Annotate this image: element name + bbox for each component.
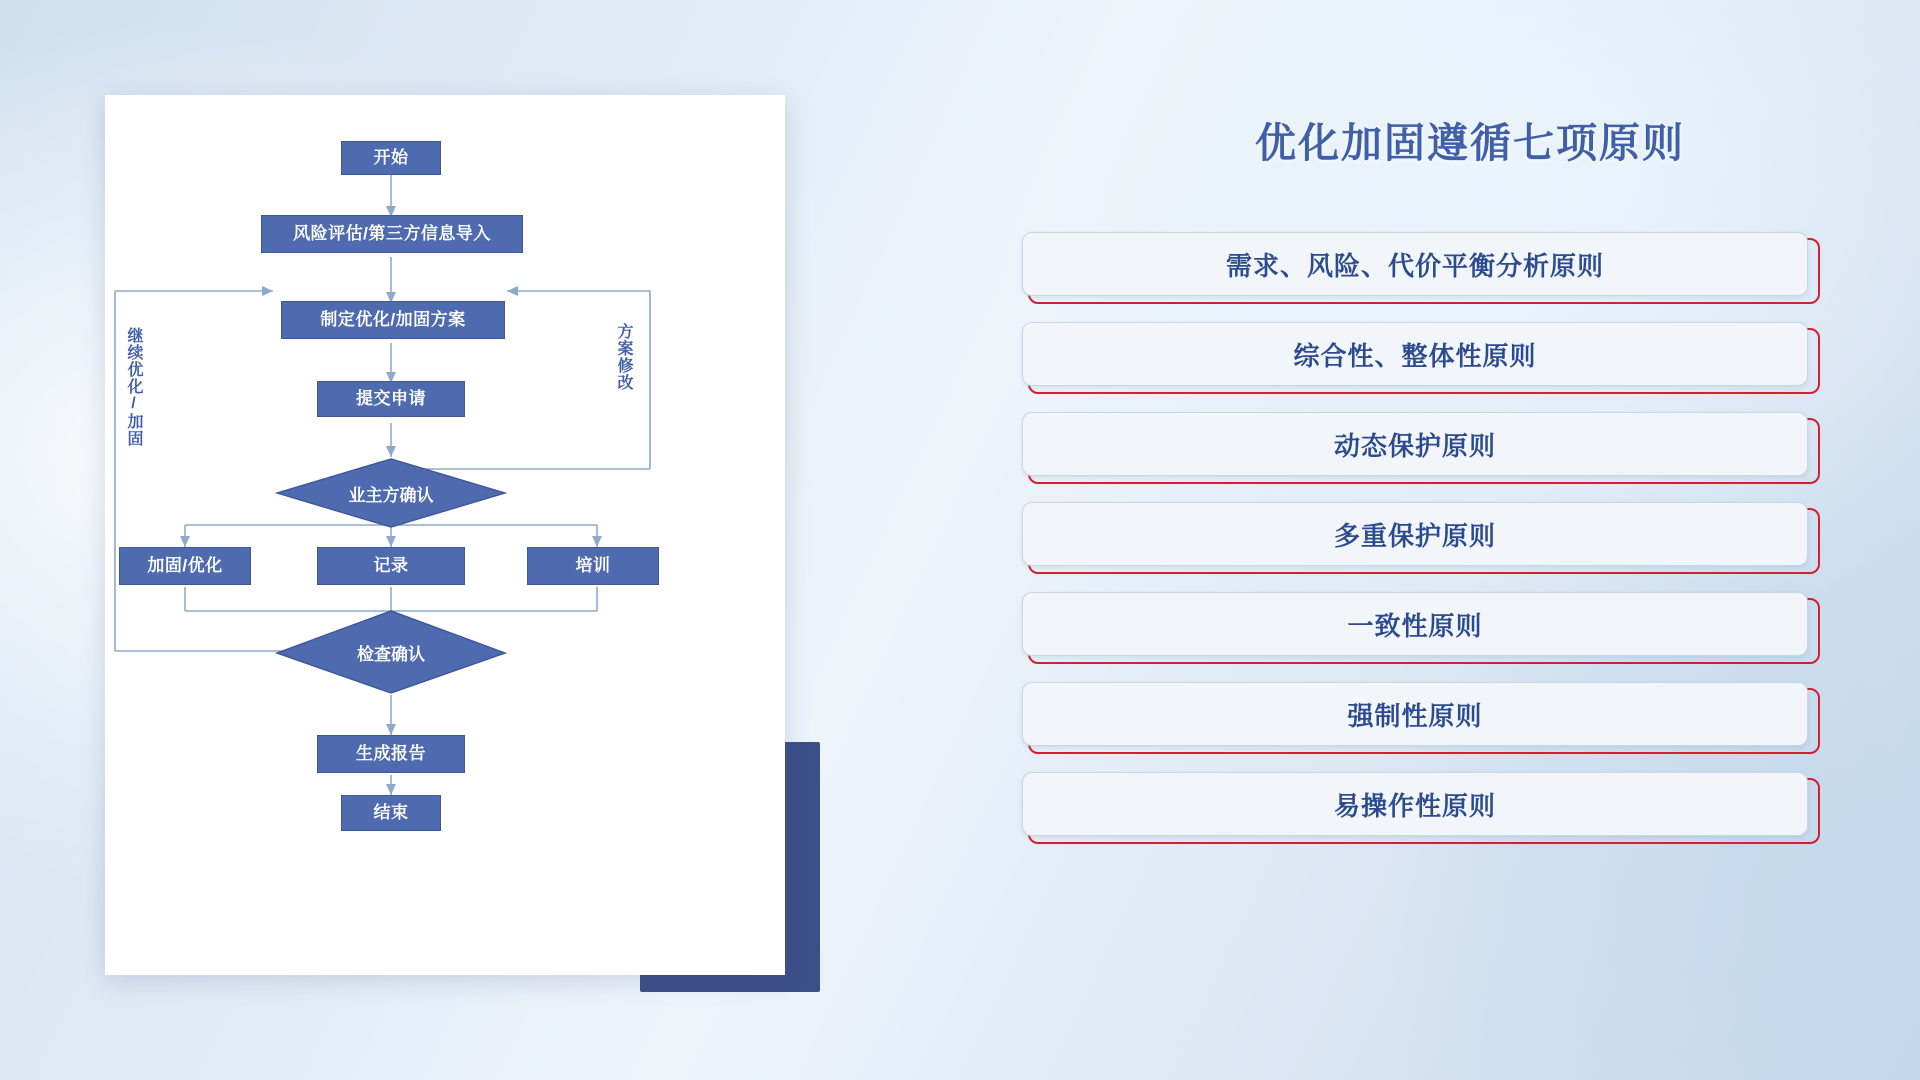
flow-node-check-confirm[interactable] — [275, 609, 507, 695]
flow-node-label: 培训 — [575, 556, 611, 576]
list-item[interactable] — [1022, 322, 1822, 390]
flow-node-submit[interactable] — [317, 381, 465, 417]
list-item[interactable] — [1022, 592, 1822, 660]
item-label: 综合性、整体性原则 — [1022, 322, 1808, 386]
list-item[interactable] — [1022, 682, 1822, 750]
flow-node-start[interactable] — [341, 141, 441, 175]
flow-node-risk-assessment[interactable] — [261, 215, 523, 253]
diamond-shape — [275, 609, 507, 695]
flow-node-reinforce[interactable] — [119, 547, 251, 585]
flow-node-end[interactable] — [341, 795, 441, 831]
flow-node-label: 制定优化/加固方案 — [320, 310, 466, 330]
flow-node-training[interactable] — [527, 547, 659, 585]
edge-label-plan-revision: 方案修改 — [615, 323, 632, 391]
flow-node-label: 提交申请 — [356, 389, 426, 409]
flowchart — [105, 95, 785, 975]
item-label: 多重保护原则 — [1022, 502, 1808, 566]
list-item[interactable] — [1022, 412, 1822, 480]
diamond-shape — [275, 457, 507, 529]
flow-node-plan[interactable] — [281, 301, 505, 339]
flowchart-card — [105, 95, 785, 975]
flow-node-label: 记录 — [373, 556, 409, 576]
item-label: 易操作性原则 — [1022, 772, 1808, 836]
item-label: 强制性原则 — [1022, 682, 1808, 746]
flow-node-report[interactable] — [317, 735, 465, 773]
flow-node-label: 业主方确认 — [348, 485, 434, 505]
list-item[interactable] — [1022, 502, 1822, 570]
item-label: 需求、风险、代价平衡分析原则 — [1022, 232, 1808, 296]
flow-node-label: 开始 — [373, 148, 409, 168]
flow-node-label: 风险评估/第三方信息导入 — [293, 224, 491, 244]
item-label: 一致性原则 — [1022, 592, 1808, 656]
flow-node-label: 结束 — [373, 803, 409, 823]
item-label: 动态保护原则 — [1022, 412, 1808, 476]
list-item[interactable] — [1022, 772, 1822, 840]
principles-list — [1022, 232, 1822, 862]
page-title: 优化加固遵循七项原则 — [1255, 120, 1685, 166]
flow-node-label: 生成报告 — [356, 744, 426, 764]
flow-node-label: 检查确认 — [357, 644, 425, 664]
list-item[interactable] — [1022, 232, 1822, 300]
edge-label-continue-optimize: 继续优化/加固 — [125, 327, 142, 447]
flow-node-owner-confirm[interactable] — [275, 457, 507, 529]
flow-node-record[interactable] — [317, 547, 465, 585]
flow-node-label: 加固/优化 — [147, 556, 223, 576]
